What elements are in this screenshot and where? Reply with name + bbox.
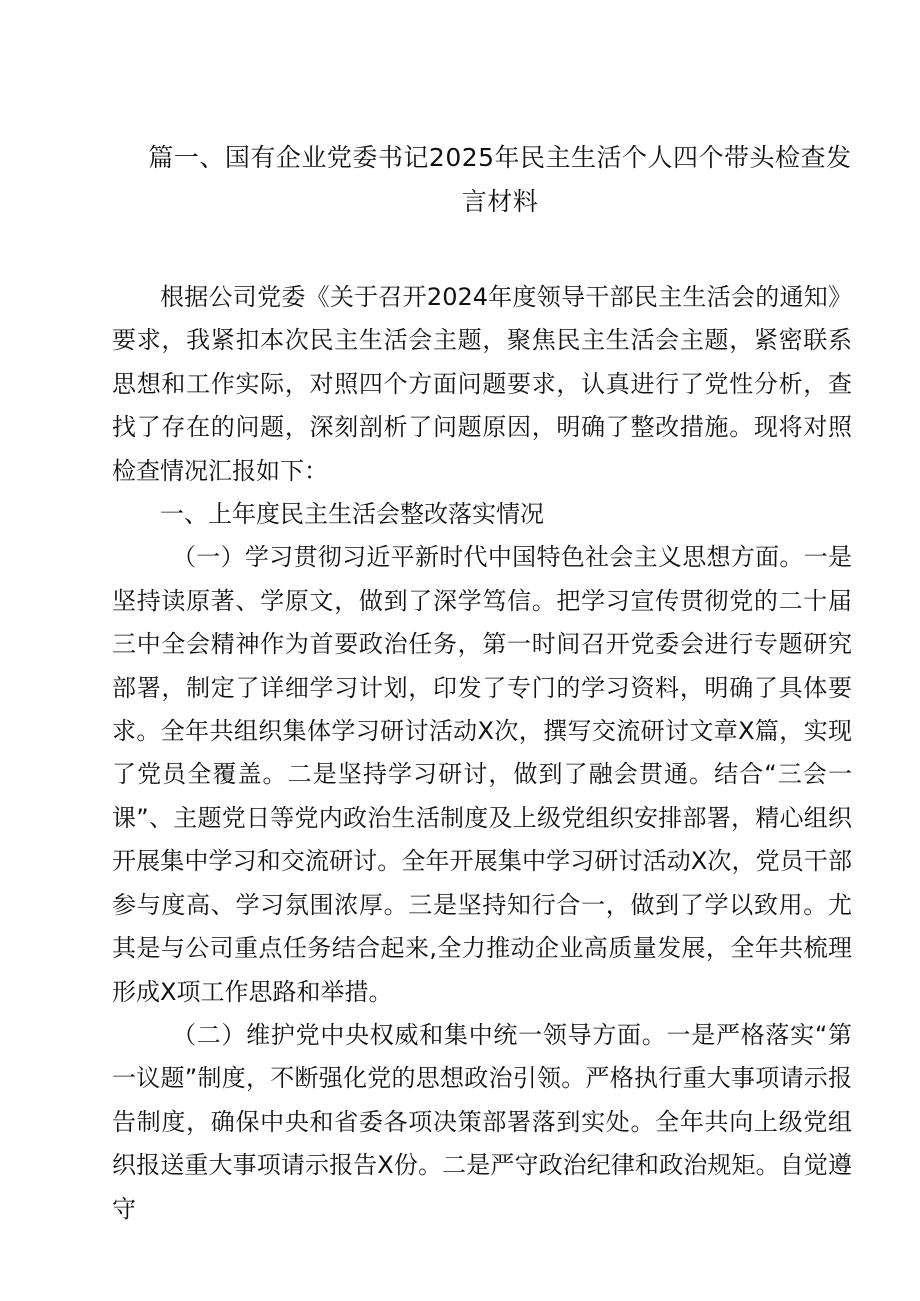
section-heading: 一、上年度民主生活会整改落实情况 [160,500,544,529]
intro-paragraph: 根据公司党委《关于召开2024年度领导干部民主生活会的通知》要求，我紧扣本次民主生活会主题，聚焦民主生活会主题，紧密联系思想和工作实际，对照四个方面问题要求，认真进行了党性分析，查找了存在的问题，深刻剖析了问题原因，明确了整改措施。现将对照检查情况汇报如下： [112,283,852,485]
document-body [112,276,852,1231]
subsection-paragraph-1: （一）学习贯彻习近平新时代中国特色社会主义思想方面。一是坚持读原著、学原文，做到了深学笃信。把学习宣传贯彻党的二十届三中全会精神作为首要政治任务，第一时间召开党委会进行专题研究部署，制定了详细学习计划，印发了专门的学习资料，明确了具体要求。全年共组织集体学习研讨活动X次，撰写交流研讨文章X篇，实现了党员全覆盖。二是坚持学习研讨，做到了融会贯通。结合“三会一课”、主题党日等党内政治生活制度及上级党组织安排部署，精心组织开展集中学习和交流研讨。全年开展集中学习研讨活动X次，党员干部参与度高、学习氛围浓厚。三是坚持知行合一，做到了学以致用。尤其是与公司重点任务结合起来,全力推动企业高质量发展，全年共梳理形成X项工作思路和举措。 [112,543,852,1006]
subsection-paragraph-2: （二）维护党中央权威和集中统一领导方面。一是严格落实“第一议题”制度，不断强化党的思想政治引领。严格执行重大事项请示报告制度，确保中央和省委各项决策部署落到实处。全年共向上级党组织报送重大事项请示报告X份。二是严守政治纪律和政治规矩。自觉遵守 [112,1020,852,1223]
document-title: 篇一、国有企业党委书记2025年民主生活个人四个带头检查发言材料 [148,143,852,216]
